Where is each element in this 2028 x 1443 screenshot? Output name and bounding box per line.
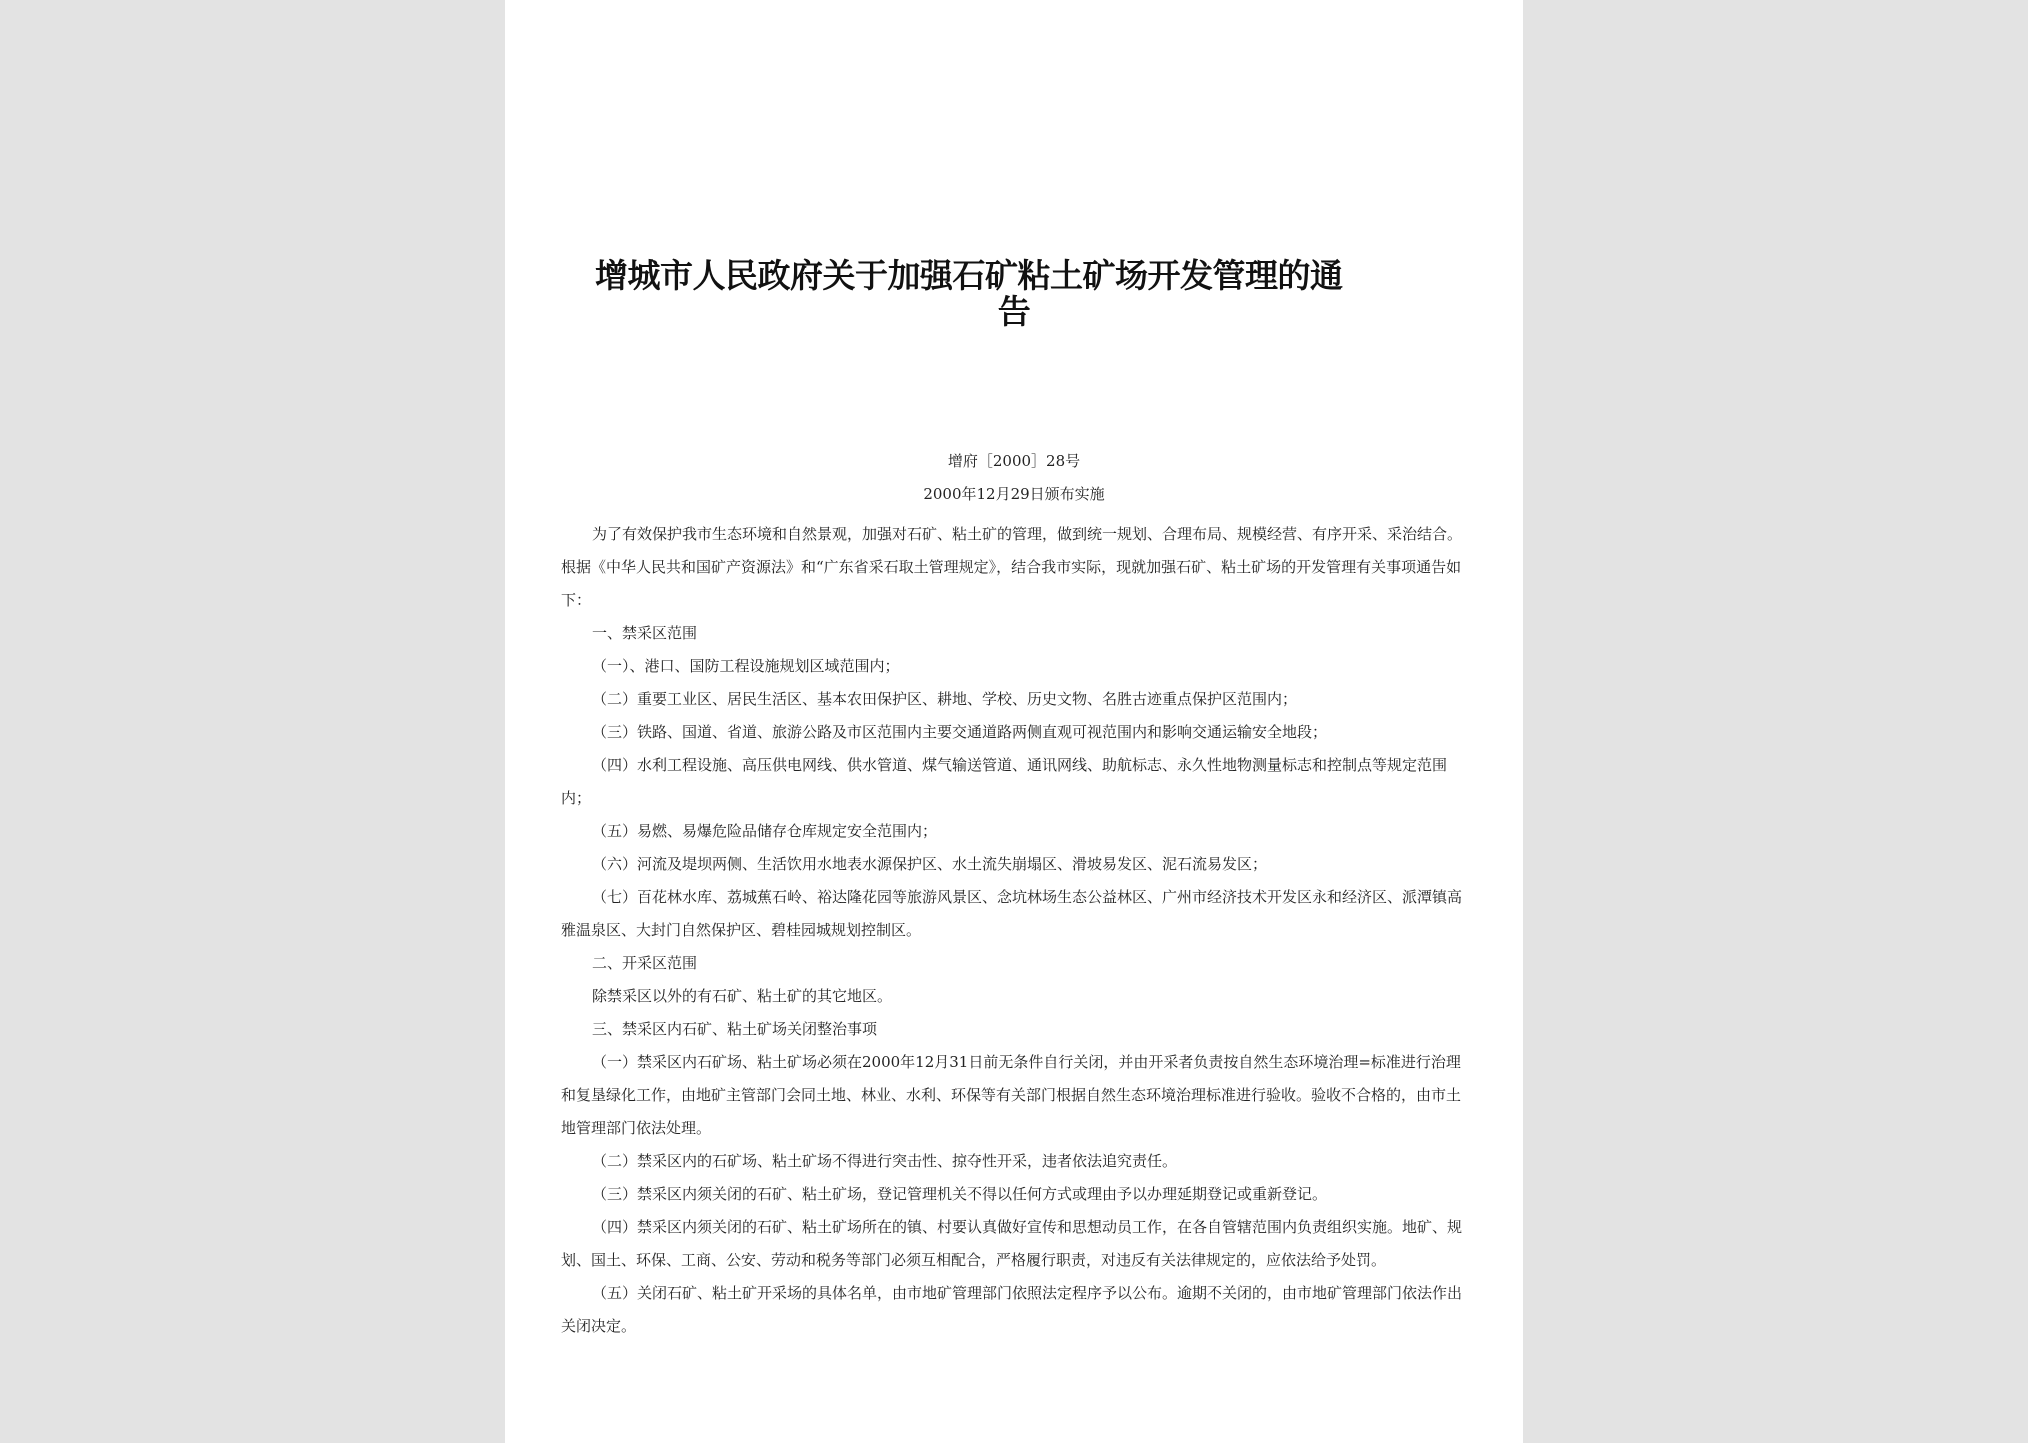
issue-date: 2000年12月29日颁布实施 <box>923 485 1105 503</box>
body-paragraph: （六）河流及堤坝两侧、生活饮用水地表水源保护区、水土流失崩塌区、滑坡易发区、泥石流易发区； <box>592 855 1268 873</box>
body-paragraph: 二、开采区范围 <box>592 954 698 972</box>
title-line-2: 告 <box>997 292 1031 331</box>
body-paragraph: 为了有效保护我市生态环境和自然景观，加强对石矿、粘土矿的管理，做到统一规划、合理布局、规模经营、有序开采、采治结合。根据《中华人民共和国矿产资源法》和“广东省采石取土管理规定》，结合我市实际，现就加强石矿、粘土矿场的开发管理有关事项通告如下： <box>561 525 1463 609</box>
body-paragraph: （五）关闭石矿、粘土矿开采场的具体名单，由市地矿管理部门依照法定程序予以公布。逾期不关闭的，由市地矿管理部门依法作出关闭决定。 <box>561 1284 1463 1335</box>
body-paragraph: 除禁采区以外的有石矿、粘土矿的其它地区。 <box>592 987 893 1005</box>
document-number: 增府［2000］28号 <box>947 452 1081 470</box>
body-paragraph: （一）、港口、国防工程设施规划区域范围内； <box>592 657 900 675</box>
body-paragraph: （一）禁采区内石矿场、粘土矿场必须在2000年12月31日前无条件自行关闭，并由开采者负责按自然生态环境治理=标准进行治理和复垦绿化工作，由地矿主管部门会同土地、林业、水利、环保等有关部门根据自然生态环境治理标准进行验收。验收不合格的，由市土地管理部门依法处理。 <box>561 1053 1462 1137</box>
body-paragraph: （四）水利工程设施、高压供电网线、供水管道、煤气输送管道、通讯网线、助航标志、永久性地物测量标志和控制点等规定范围内； <box>561 756 1448 807</box>
document-page <box>505 0 1523 1443</box>
body-paragraph: 三、禁采区内石矿、粘土矿场关闭整治事项 <box>592 1020 878 1038</box>
body-paragraph: （七）百花林水库、荔城蕉石岭、裕达隆花园等旅游风景区、念坑林场生态公益林区、广州市经济技术开发区永和经济区、派潭镇高雅温泉区、大封门自然保护区、碧桂园城规划控制区。 <box>561 888 1463 939</box>
body-paragraph: （四）禁采区内须关闭的石矿、粘土矿场所在的镇、村要认真做好宣传和思想动员工作，在各自管辖范围内负责组织实施。地矿、规划、国土、环保、工商、公安、劳动和税务等部门必须互相配合，严格履行职责，对违反有关法律规定的，应依法给予处罚。 <box>561 1218 1463 1269</box>
body-paragraph: （三）禁采区内须关闭的石矿、粘土矿场，登记管理机关不得以任何方式或理由予以办理延期登记或重新登记。 <box>592 1185 1328 1203</box>
body-paragraph: （二）禁采区内的石矿场、粘土矿场不得进行突击性、掠夺性开采，违者依法追究责任。 <box>592 1152 1178 1170</box>
document-body <box>561 518 1469 1343</box>
body-paragraph: 一、禁采区范围 <box>592 624 698 642</box>
title-line-1: 增城市人民政府关于加强石矿粘土矿场开发管理的通 <box>595 256 1343 295</box>
body-paragraph: （三）铁路、国道、省道、旅游公路及市区范围内主要交通道路两侧直观可视范围内和影响交通运输安全地段； <box>592 723 1328 741</box>
document-title <box>595 258 1433 330</box>
body-paragraph: （五）易燃、易爆危险品储存仓库规定安全范围内； <box>592 822 938 840</box>
body-paragraph: （二）重要工业区、居民生活区、基本农田保护区、耕地、学校、历史文物、名胜古迹重点保护区范围内； <box>592 690 1298 708</box>
